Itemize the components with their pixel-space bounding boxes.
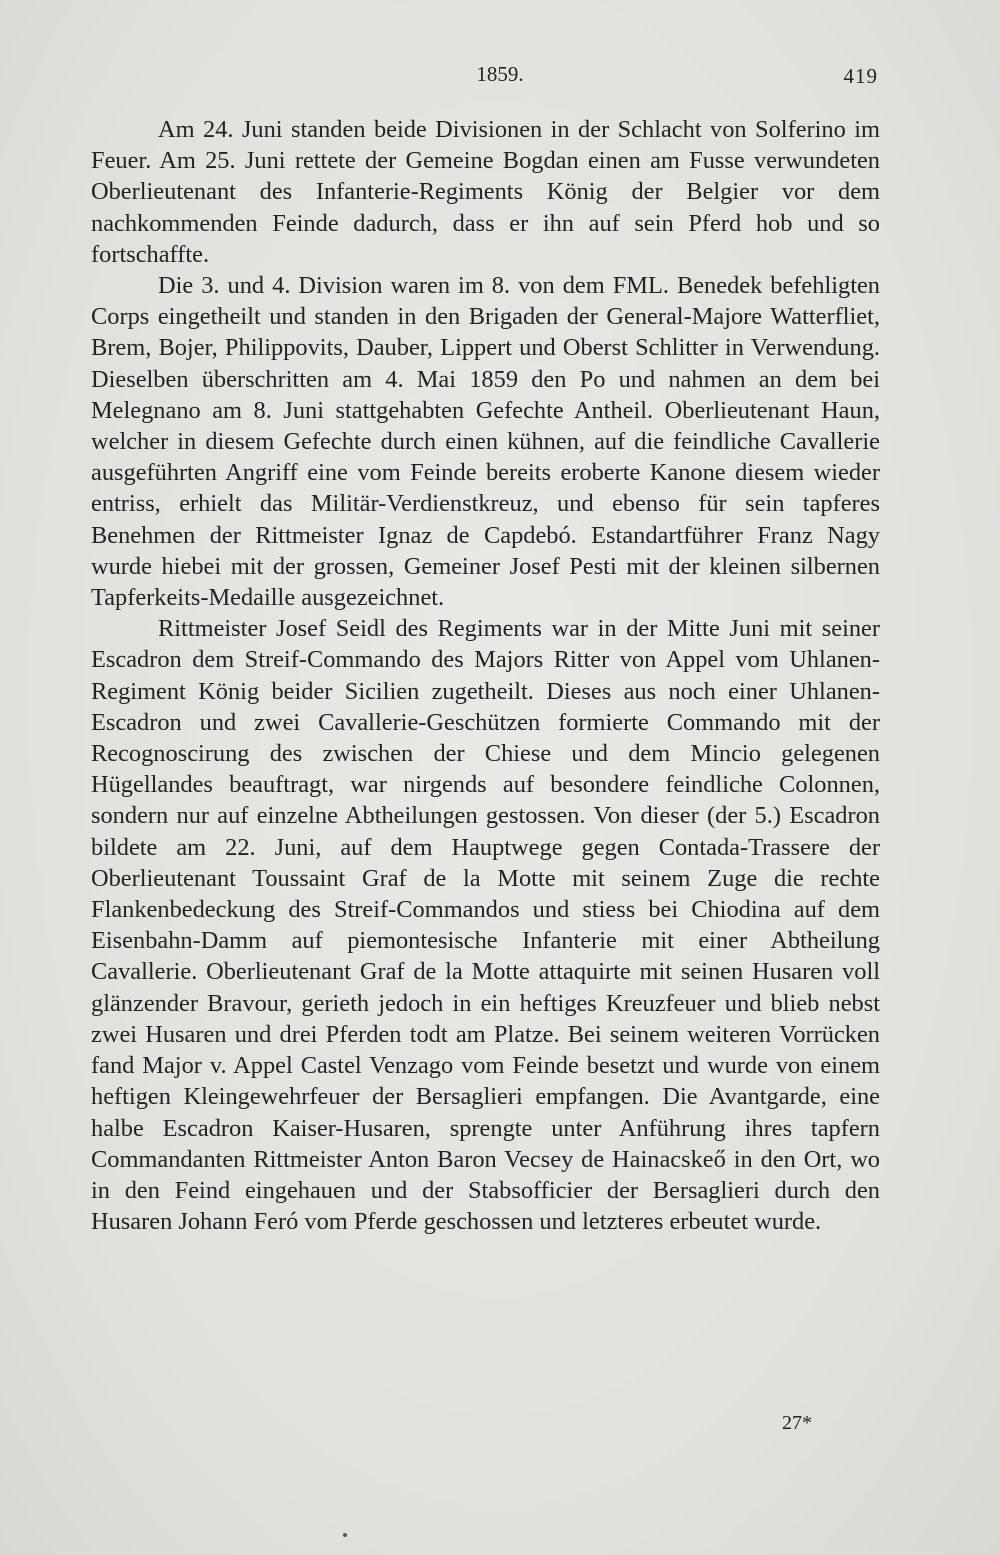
body-text xyxy=(91,114,880,1237)
sheet-signature: 27* xyxy=(782,1412,812,1434)
running-head xyxy=(0,62,1000,92)
page-number: 419 xyxy=(843,64,878,88)
paragraph-melegnano: Die 3. und 4. Division waren im 8. von dem FML. Benedek befehligten Corps eingetheilt und standen in den Brigaden der General-Majore Watterfliet, Brem, Bojer, Philippovits, Dauber, Lippert und Oberst Schlitter in Verwendung. Dieselben überschritten am 4. Mai 1859 den Po und nahmen an dem bei Melegnano am 8. Juni stattgehabten Gefechte Antheil. Oberlieutenant Haun, welcher in diesem Gefechte durch einen kühnen, auf die feindliche Cavallerie ausgeführten Angriff eine vom Feinde bereits eroberte Kanone diesem wieder entriss, erhielt das Militär-Verdienstkreuz, und ebenso für sein tapferes Benehmen der Rittmeister Ignaz de Capdebó. Estandartführer Franz Nagy wurde hiebei mit der grossen, Gemeiner Josef Pesti mit der kleinen silbernen Tapferkeits-Medaille ausgezeichnet. xyxy=(91,272,880,612)
running-head-year: 1859. xyxy=(476,62,524,86)
paragraph-streif-commando: Rittmeister Josef Seidl des Regiments war in der Mitte Juni mit seiner Escadron dem Streif-Commando des Majors Ritter von Appel vom Uhlanen-Regiment König beider Sicilien zugetheilt. Dieses aus noch einer Uhlanen-Escadron und zwei Cavallerie-Geschützen formierte Commando mit der Recognoscirung des zwischen der Chiese und dem Mincio gelegenen Hügellandes beauftragt, war nirgends auf besondere feindliche Colonnen, sondern nur auf einzelne Abtheilungen gestossen. Von dieser (der 5.) Escadron bildete am 22. Juni, auf dem Hauptwege gegen Contada-Trassere der Oberlieutenant Toussaint Graf de la Motte mit seinem Zuge die rechte Flankenbedeckung des Streif-Commandos und stiess bei Chiodina auf dem Eisenbahn-Damm auf piemontesische Infanterie mit einer Abtheilung Cavallerie. Oberlieutenant Graf de la Motte attaquirte mit seinen Husaren voll glänzender Bravour, gerieth jedoch in ein heftiges Kreuzfeuer und blieb nebst zwei Husaren und drei Pferden todt am Platze. Bei seinem weiteren Vorrücken fand Major v. Appel Castel Venzago vom Feinde besetzt und wurde von einem heftigen Kleingewehrfeuer der Bersaglieri empfangen. Die Avantgarde, eine halbe Escadron Kaiser-Husaren, sprengte unter Anführung ihres tapfern Commandanten Rittmeister Anton Baron Vecsey de Hainacskeő in den Ort, wo in den Feind eingehauen und der Stabsofficier der Bersaglieri durch den Husaren Johann Feró vom Pferde geschossen und letzteres erbeutet wurde. xyxy=(91,615,880,1236)
paragraph-solferino: Am 24. Juni standen beide Divisionen in der Schlacht von Solferino im Feuer. Am 25. Juni rettete der Gemeine Bogdan einen am Fusse verwundeten Oberlieutenant des Infanterie-Regiments König der Belgier vor dem nachkommenden Feinde dadurch, dass er ihn auf sein Pferd hob und so fortschaffte. xyxy=(91,116,880,268)
paper-speck xyxy=(343,1533,347,1537)
